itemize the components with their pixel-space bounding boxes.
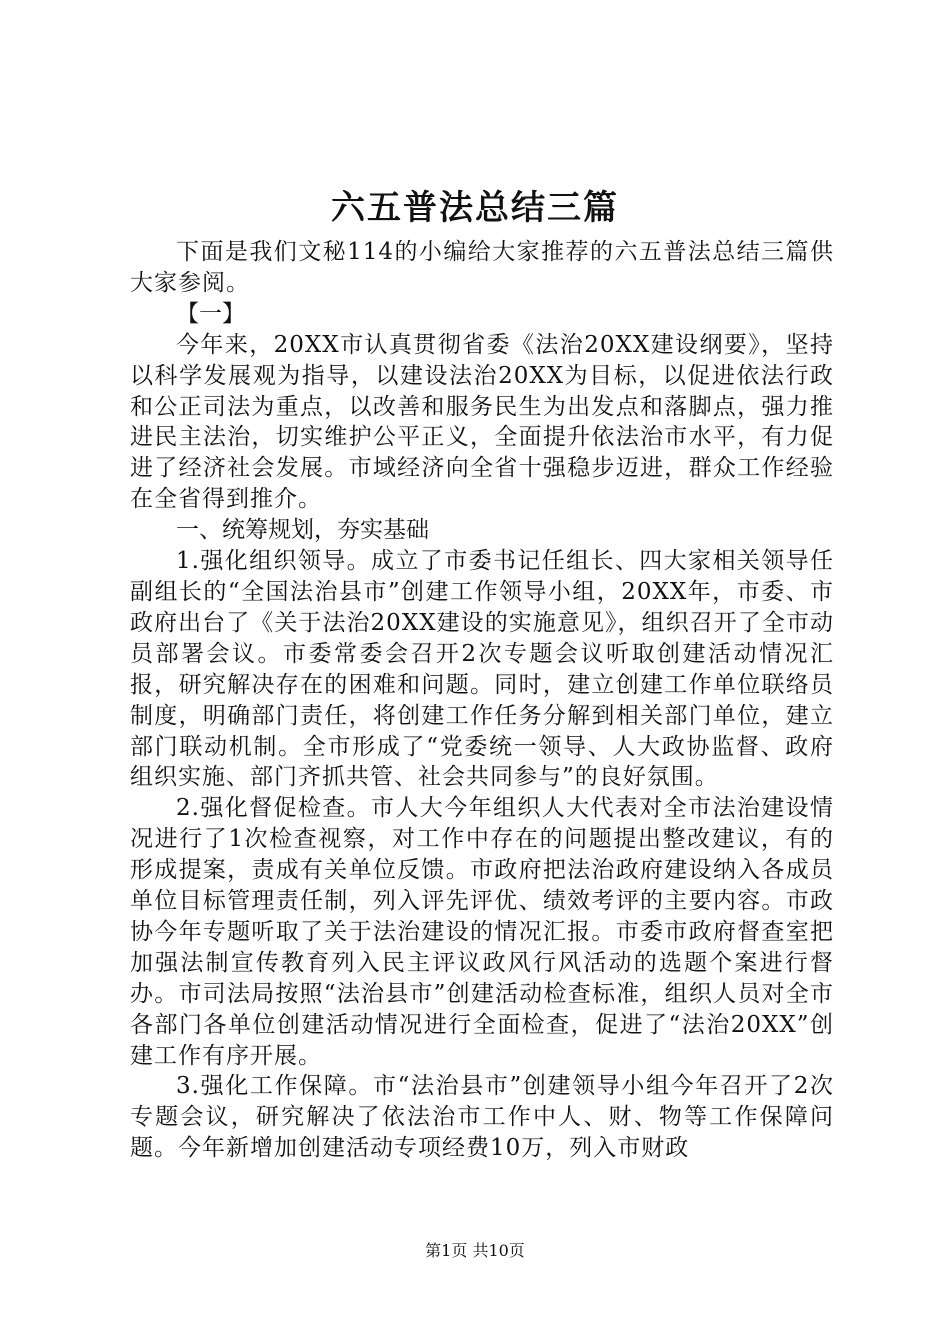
body-paragraph: 2.强化督促检查。市人大今年组织人大代表对全市法治建设情况进行了1次检查视察，对工作中存在的问题提出整改建议，有的形成提案，责成有关单位反馈。市政府把法治政府建设纳入各成员单位目标管理责任制，列入评先评优、绩效考评的主要内容。市政协今年专题听取了关于法治建设的情况汇报。市委市政府督查室把加强法制宣传教育列入民主评议政风行风活动的选题个案进行督办。市司法局按照“法治县市”创建活动检查标准，组织人员对全市各部门各单位创建活动情况进行全面检查，促进了“法治20XX”创建工作有序开展。: [130, 795, 834, 1069]
page-number-footer: 第1页 共10页: [425, 1241, 525, 1260]
document-title: 六五普法总结三篇: [331, 188, 619, 228]
document-body: [130, 237, 834, 1164]
section-marker: 【一】: [176, 300, 245, 327]
section-heading: 一、统筹规划，夯实基础: [176, 517, 429, 544]
body-paragraph: 今年来，20XX市认真贯彻省委《法治20XX建设纲要》，坚持以科学发展观为指导，以建设法治20XX为目标，以促进依法行政和公正司法为重点，以改善和服务民生为出发点和落脚点，强力推进民主法治，切实维护公平正义，全面提升依法治市水平，有力促进了经济社会发展。市域经济向全省十强稳步迈进，群众工作经验在全省得到推介。: [130, 331, 834, 513]
body-paragraph: 1.强化组织领导。成立了市委书记任组长、四大家相关领导任副组长的“全国法治县市”创建工作领导小组，20XX年，市委、市政府出台了《关于法治20XX建设的实施意见》，组织召开了全市动员部署会议。市委常委会召开2次专题会议听取创建活动情况汇报，研究解决存在的困难和问题。同时，建立创建工作单位联络员制度，明确部门责任，将创建工作任务分解到相关部门单位，建立部门联动机制。全市形成了“党委统一领导、人大政协监督、政府组织实施、部门齐抓共管、社会共同参与”的良好氛围。: [130, 548, 834, 791]
intro-paragraph: 下面是我们文秘114的小编给大家推荐的六五普法总结三篇供大家参阅。: [130, 239, 834, 296]
body-paragraph: 3.强化工作保障。市“法治县市”创建领导小组今年召开了2次专题会议，研究解决了依法治市工作中人、财、物等工作保障问题。今年新增加创建活动专项经费10万，列入市财政: [130, 1073, 834, 1162]
